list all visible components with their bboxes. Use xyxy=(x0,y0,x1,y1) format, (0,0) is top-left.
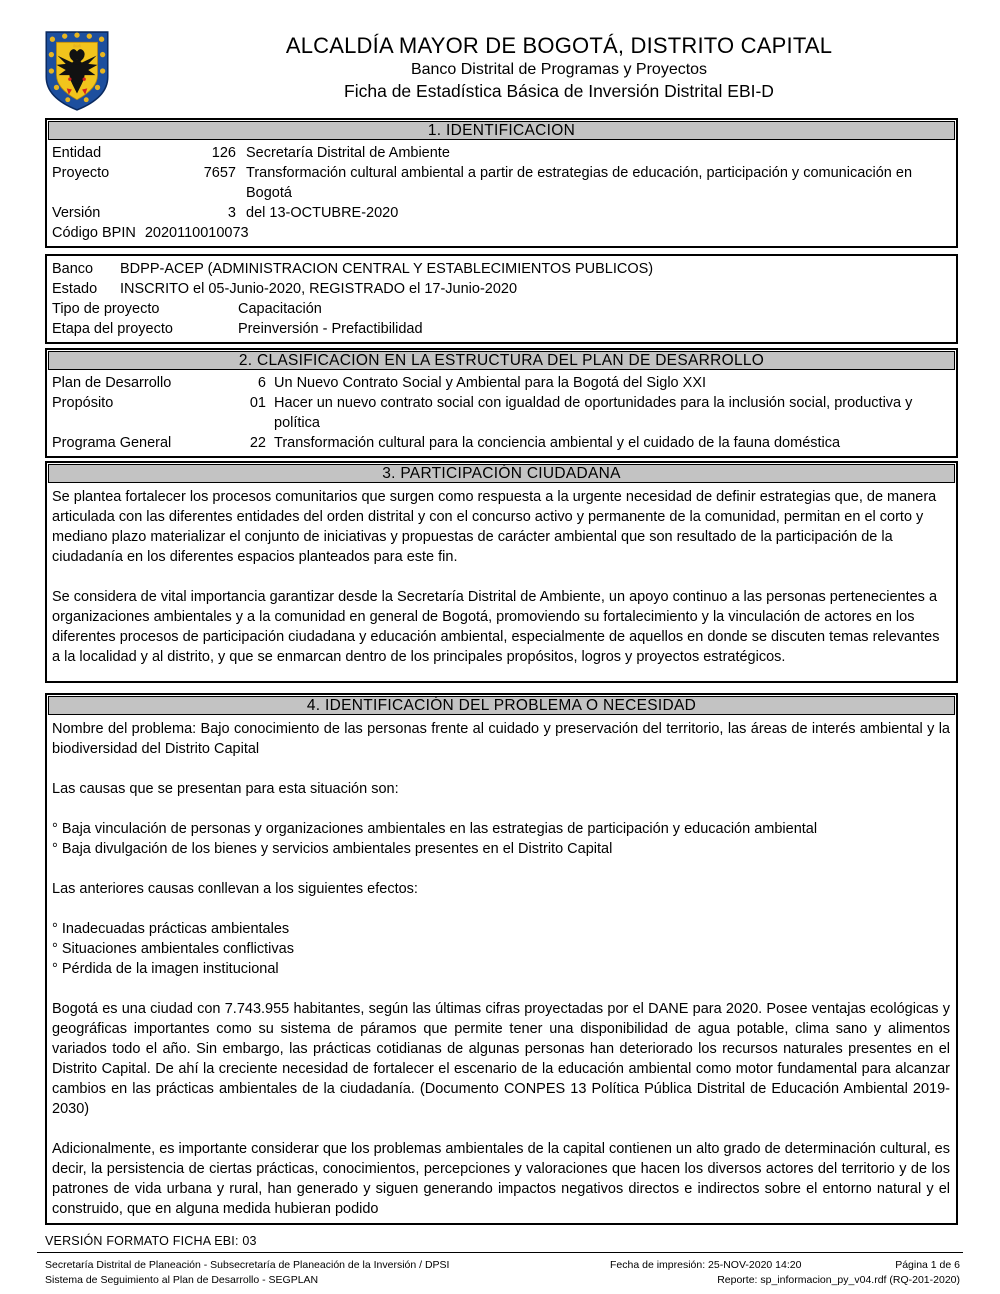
list-item-efecto: ° Pérdida de la imagen institucional xyxy=(52,961,279,977)
participacion-text xyxy=(47,484,956,681)
section-participacion xyxy=(45,461,958,683)
row-label: Estado xyxy=(52,281,98,297)
header-subtitle-banco: Banco Distrital de Programas y Proyectos xyxy=(410,61,708,78)
table-row xyxy=(52,299,950,319)
row-value: Un Nuevo Contrato Social y Ambiental para la Bogotá del Siglo XXI xyxy=(274,375,707,391)
document-header xyxy=(0,0,1000,118)
paragraph-nombre-problema: Nombre del problema: Bajo conocimiento de las personas frente al cuidado y preservación del territorio, las áreas de interés ambiental y la biodiversidad del Distrito Capital xyxy=(52,721,950,757)
table-row xyxy=(52,373,950,393)
header-titles xyxy=(120,33,998,103)
footer-left xyxy=(45,1258,449,1288)
section-participacion-title: 3. PARTICIPACIÓN CIUDADANA xyxy=(48,464,955,483)
bogota-coat-of-arms-icon xyxy=(42,30,112,112)
footer-page-number: Página 1 de 6 xyxy=(895,1259,960,1271)
paragraph-adicionalmente: Adicionalmente, es importante considerar que los problemas ambientales de la capital contienen un alto grado de determinación cultural, es decir, la persistencia de ciertas prácticas, conocimientos, percepciones y valoraciones que hacen los diversos actores del territorio y de los patrones de vida urbana y rural, han generado y siguen generando impactos negativos directos e indirectos sobre el entorno natural y el construido, que en alguna medida hubieran podido xyxy=(52,1141,950,1217)
table-row xyxy=(52,393,950,433)
row-value: Transformación cultural ambiental a partir de estrategias de educación, participación y comunicación en Bogotá xyxy=(246,165,913,201)
footer-report-line: Reporte: sp_informacion_py_v04.rdf (RQ-201-2020) xyxy=(717,1274,960,1286)
list-item-efecto: ° Inadecuadas prácticas ambientales xyxy=(52,921,290,937)
list-item-efecto: ° Situaciones ambientales conflictivas xyxy=(52,941,294,957)
section-problema xyxy=(45,693,958,1225)
table-row-bpin xyxy=(52,223,950,243)
table-row xyxy=(52,279,950,299)
section-clasificacion-title: 2. CLASIFICACION EN LA ESTRUCTURA DEL PLAN DE DESARROLLO xyxy=(48,351,955,370)
row-label: Programa General xyxy=(52,435,172,451)
row-code: 126 xyxy=(211,145,236,161)
section-identificacion xyxy=(45,118,958,248)
row-value: Transformación cultural para la conciencia ambiental y el cuidado de la fauna doméstica xyxy=(274,435,841,451)
section-clasificacion xyxy=(45,348,958,458)
table-row xyxy=(52,319,950,339)
footer-system-line: Sistema de Seguimiento al Plan de Desarrollo - SEGPLAN xyxy=(45,1274,319,1286)
paragraph-causas-intro: Las causas que se presentan para esta situación son: xyxy=(52,781,399,797)
footer-columns xyxy=(45,1258,960,1288)
row-label: Entidad xyxy=(52,145,102,161)
row-value: Capacitación xyxy=(238,301,322,317)
clasificacion-table xyxy=(47,371,956,456)
page-footer xyxy=(0,1234,1000,1288)
footer-divider xyxy=(37,1252,963,1253)
document-body xyxy=(45,118,958,1225)
table-row xyxy=(52,203,950,223)
row-label: Versión xyxy=(52,205,101,221)
problema-text xyxy=(47,716,956,1223)
header-subtitle-ficha: Ficha de Estadística Básica de Inversión Distrital EBI-D xyxy=(344,81,774,101)
row-label: Código BPIN xyxy=(52,225,136,241)
row-label: Tipo de proyecto xyxy=(52,301,160,317)
footer-print-row xyxy=(610,1258,960,1273)
footer-print-date: Fecha de impresión: 25-NOV-2020 14:20 xyxy=(610,1259,802,1271)
banco-table xyxy=(47,256,956,342)
paragraph-efectos-intro: Las anteriores causas conllevan a los siguientes efectos: xyxy=(52,881,418,897)
footer-entity-line: Secretaría Distrital de Planeación - Subsecretaría de Planeación de la Inversión / DPSI xyxy=(45,1259,450,1271)
table-row xyxy=(52,433,950,453)
table-row xyxy=(52,259,950,279)
row-label: Propósito xyxy=(52,395,114,411)
table-row xyxy=(52,163,950,203)
row-code: 7657 xyxy=(203,165,236,181)
row-value: 2020110010073 xyxy=(144,225,249,241)
footer-version: VERSIÓN FORMATO FICHA EBI: 03 xyxy=(45,1234,257,1248)
list-item-causa: ° Baja vinculación de personas y organizaciones ambientales en las estrategias de participación y educación ambiental xyxy=(52,821,818,837)
page-title: ALCALDÍA MAYOR DE BOGOTÁ, DISTRITO CAPITAL xyxy=(285,33,833,58)
row-label: Proyecto xyxy=(52,165,110,181)
row-value: del 13-OCTUBRE-2020 xyxy=(246,205,399,221)
paragraph: Se considera de vital importancia garantizar desde la Secretaría Distrital de Ambiente, un apoyo continuo a las personas pertenecientes a organizaciones ambientales y a la comunidad en general de Bogotá, promoviendo su fortalecimiento y la vinculación de actores en los diferentes procesos de participación ciudadana y educación ambiental, especialmente de aquellos en donde se discuten temas relevantes a la localidad y al distrito, y que se enmarcan dentro de los principales propósitos, logros y proyectos estratégicos. xyxy=(52,589,940,665)
row-value: Preinversión - Prefactibilidad xyxy=(238,321,423,337)
row-label: Etapa del proyecto xyxy=(52,321,173,337)
footer-right xyxy=(610,1258,960,1288)
row-value: Hacer un nuevo contrato social con igualdad de oportunidades para la inclusión social, productiva y política xyxy=(274,395,913,431)
paragraph: Se plantea fortalecer los procesos comunitarios que surgen como respuesta a la urgente necesidad de definir estrategias que, de manera articulada con las diferentes entidades del orden distrital y con el concurso activo y permanente de la comunidad, permitan en el corto y mediano plazo materializar el conjunto de iniciativas y propuestas de carácter ambiental que son resultado de la participación de la ciudadanía en los diferentes espacios planteados para este fin. xyxy=(52,489,937,565)
section-identificacion-title: 1. IDENTIFICACION xyxy=(48,121,955,140)
section-problema-title: 4. IDENTIFICACIÓN DEL PROBLEMA O NECESIDAD xyxy=(48,696,955,715)
row-value: Secretaría Distrital de Ambiente xyxy=(246,145,450,161)
identificacion-table xyxy=(47,141,956,246)
row-label: Banco xyxy=(52,261,94,277)
row-value: BDPP-ACEP (ADMINISTRACION CENTRAL Y ESTABLECIMIENTOS PUBLICOS) xyxy=(120,261,654,277)
list-item-causa: ° Baja divulgación de los bienes y servicios ambientales presentes en el Distrito Capital xyxy=(52,841,613,857)
row-value: INSCRITO el 05-Junio-2020, REGISTRADO el 17-Junio-2020 xyxy=(120,281,518,297)
row-label: Plan de Desarrollo xyxy=(52,375,172,391)
row-code: 22 xyxy=(249,435,266,451)
row-code: 3 xyxy=(227,205,236,221)
table-row xyxy=(52,143,950,163)
section-banco-estado xyxy=(45,254,958,344)
paragraph-bogota: Bogotá es una ciudad con 7.743.955 habitantes, según las últimas cifras proyectadas por el DANE para 2020. Posee ventajas ecológicas y geográficas importantes como su sistema de páramos que permite tener una disponibilidad de agua potable, clima sano y alimentos variados todo el año. Sin embargo, las prácticas cotidianas de algunas personas han deteriorado los recursos naturales presentes en el Distrito Capital. De ahí la creciente necesidad de fortalecer el escenario de la educación ambiental como motor fundamental para alcanzar cambios en las prácticas ambientales de la ciudadanía. (Documento CONPES 13 Política Pública Distrital de Educación Ambiental 2019-2030) xyxy=(52,1001,950,1117)
row-code: 01 xyxy=(249,395,266,411)
row-code: 6 xyxy=(257,375,266,391)
